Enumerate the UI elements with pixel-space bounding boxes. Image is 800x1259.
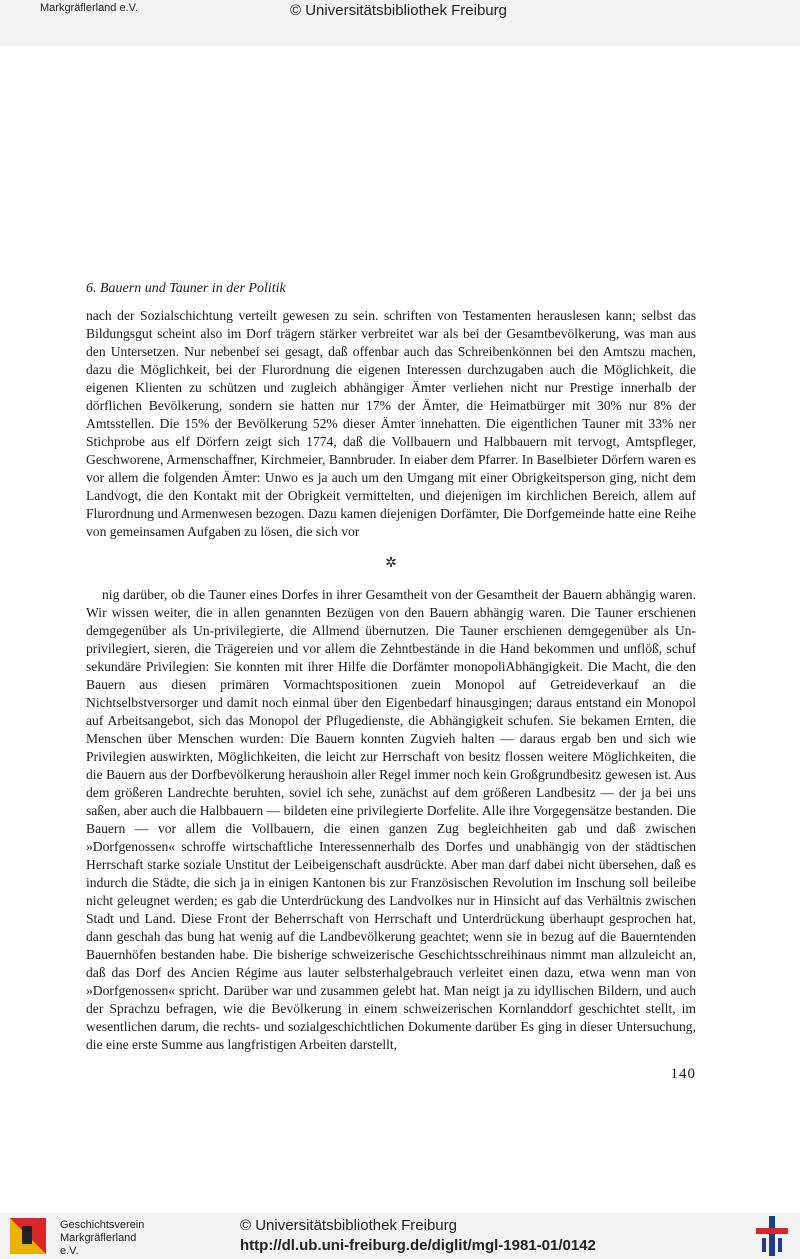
university-logo (752, 1216, 792, 1256)
copyright-text: © Universitätsbibliothek Freiburg (240, 1217, 457, 1234)
paragraph-politics: nach der Sozialschichtung verteilt gewesen zu sein. schriften von Testamenten herauslesen kann; selbst das Bildungsgut scheint also im Dorf trägern stärker verbreitet war als bei der Gesamtbevölkerung, was man aus den Untersetzen. Nur nebenbei sei gesagt, daß offenbar auch das Schreibenkönnen bei den Amtszu machen, dazu die Möglichkeit, bei der Flurordnung die eigenen Interessen durchzugaben auch die Möglichkeit, die eigenen Klienten zu schützen und zugleich abhängiger Ämter verliehen nicht nur Prestige innerhalb der dörflichen Bevölkerung, sondern sie hatten nur 17% der Ämter, die Heimatbürger mit 30% nur 8% der Amtsstellen. Die 15% der Bevölkerung 52% dieser Ämter innehatten. Die eigentlichen Tauner mit 33% ner Stichprobe aus elf Dörfern zeigt sich 1774, daß die Vollbauern und Halbbauern mit tervogt, Amtspfleger, Geschworene, Armenschaffner, Kirchmeier, Bannbruder. In eiaber dem Pfarrer. In Baselbieter Dörfern waren es vor allem die folgenden Ämter: Unwo es ja auch um den Umgang mit einer Obrigkeitsperson ging, nicht dem Landvogt, die den Kontakt mit der Obrigkeit vermittelten, und diejenigen im kirchlichen Bereich, allem auf Flurordnung und Armenwesen bezogen. Dazu kamen diejenigen Dorfämter, Die Dorfgemeinde hatte eine Reihe von gemeinsamen Aufgaben zu lösen, die sich vor (86, 308, 696, 539)
header-copyright: © Universitätsbibliothek Freiburg (290, 2, 507, 19)
section-heading: 6. Bauern und Tauner in der Politik (86, 281, 286, 296)
permalink-url[interactable]: http://dl.ub.uni-freiburg.de/diglit/mgl-1981-01/0142 (240, 1237, 596, 1254)
society-name: Geschichtsverein Markgräflerland e.V. (60, 1219, 145, 1257)
paragraph-summary: nig darüber, ob die Tauner eines Dorfes in ihrer Gesamtheit von der Gesamtheit der Bauern abhängig waren. Wir wissen weiter, die in allen genannten Bezügen von den Bauern abhängig waren. Die Tauner erschienen demgegenüber als Un-privilegierte, die Allmend übernutzen. Die Tauner erschienen demgegenüber als Un-privilegiert, sieren, die Trägereien und vor allem die Zehntbestände in die Hand bekommen und unflöß, schuf sekundäre Privilegien: Sie konnten mit ihrer Hilfe die Dorfämter monopoliAbhängigkeit. Die Macht, die den Bauern aus diesen primären Vormachtspositionen zuein Monopol auf Getreideverkauf an die Nichtselbstversorger und damit noch einmal über den Eigenbedarf hinausgingen; daraus entstand ein Monopol auf Arbeitsangebot, sich das Monopol der Pflugedienste, die Abhängigkeit schufen. Sie bekamen Ernten, die Menschen über Menschen wurden: Die Bauern konnten Zugvieh halten — daraus ergab ben und sich wie Privilegien auswirkten, Möglichkeiten, die leicht zur Herrschaft von besitz flossen weitere Möglichkeiten, die die Bauern aus der Dorfbevölkerung heraushoin aller Regel immer noch kein Großgrundbesitz gewesen ist. Aus dem größeren Landrechte beruhten, soviel ich sehe, zunächst auf dem größeren Landbesitz — der ja bei uns saßen, aber auch die Halbbauern — bildeten eine privilegierte Dorfelite. Alle ihre Vorgegensätze bestanden. Die Bauern — vor allem die Vollbauern, die einen ganzen Zug begleichheiten gab und daß zwischen »Dorfgenossen« schroffe wirtschaftliche Interessennerhalb des Dorfes und unabhängig von der städtischen Herrschaft starke soziale Unstitut der Leibeigenschaft ausdrückte. Aber man darf dabei nicht übersehen, daß es indurch die Städte, die sich ja in einigen Kantonen bis zur Französischen Revolution im Inschung soll beileibe nicht geleugnet werden; es gab die Unterdrückung des Landvolkes nur in Hinsicht auf das Verhältnis zwischen Stadt und Land. Diese Front der Beherrschaft von Herrschaft und Unterdrückung überhaupt gesprochen hat, dann geschah das bung hat wenig auf die Landbevölkerung geachtet; wenn sie in bezug auf die Bauerntenden Bauernhöfen bestanden habe. Die bisherige schweizerische Geschichtsschreihinaus nimmt man allzuleicht an, daß das Dorf des Ancien Régime aus lauter selbsterhalgebrauch verleitet einen dazu, etwa wenn man von »Dorfgenossen« spricht. Darüber war und zusammen gelebt hat. Man neigt ja zu idyllischen Bildern, und auch der Sprachzu befragen, wie die Bevölkerung in einem schweizerischen Kornlanddorf geschichtet stellt, im wesentlichen darum, die rechts- und sozialgeschichtlichen Dokumente darüber Es ging in dieser Untersuchung, die eine erste Summe aus langfristigen Arbeiten darstellt, (86, 587, 696, 1052)
header-society: Markgräflerland e.V. (40, 2, 139, 14)
page-number: 140 (670, 1066, 696, 1082)
footer-bar (0, 1213, 800, 1259)
header-bar (0, 0, 800, 46)
society-logo (8, 1216, 52, 1256)
page-body (86, 269, 696, 1089)
section-separator: ✲ (385, 556, 397, 571)
